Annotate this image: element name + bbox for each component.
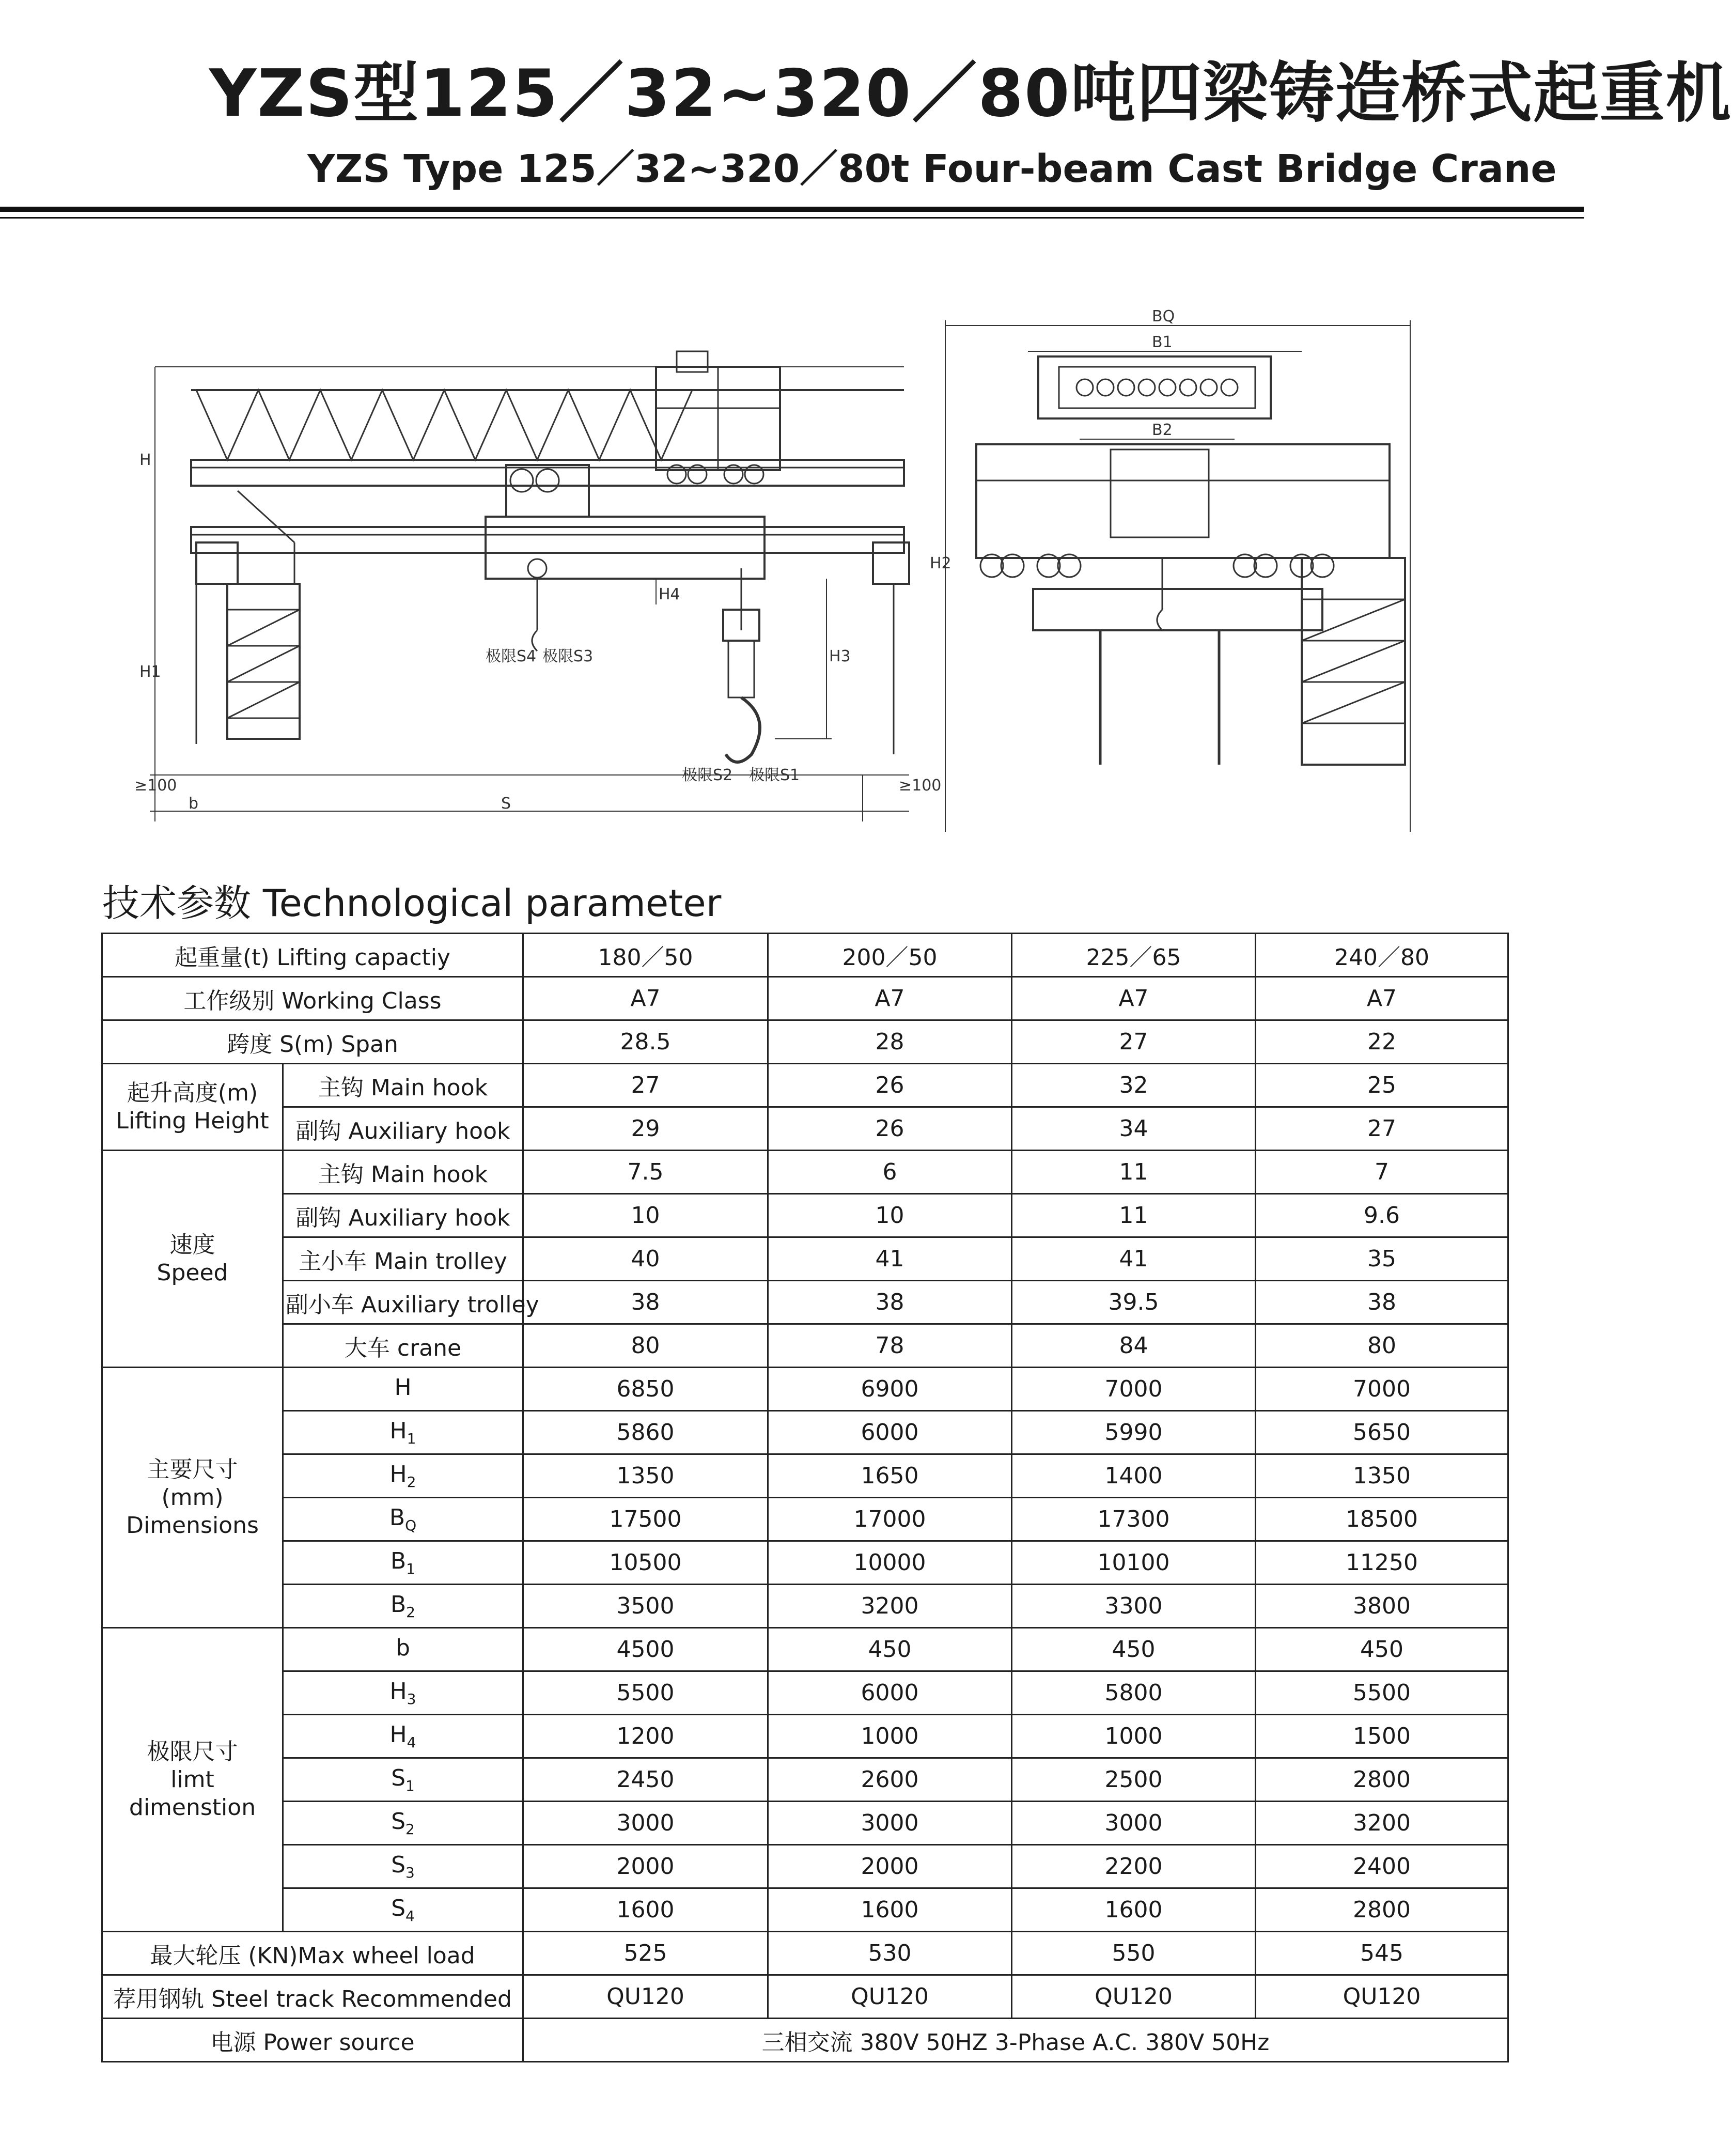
table-cell: 28.5	[523, 1020, 768, 1064]
table-cell: 32	[1012, 1064, 1256, 1107]
table-cell: QU120	[1012, 1975, 1256, 2019]
group-label-limits	[102, 1628, 283, 1932]
table-cell: 550	[1012, 1932, 1256, 1975]
dim-label-limit-s3: 极限	[542, 647, 573, 665]
table-row	[102, 1020, 1508, 1064]
table-cell: 5500	[1256, 1671, 1508, 1715]
table-cell: 1650	[768, 1454, 1012, 1498]
row-label: 主小车 Main trolley	[283, 1237, 523, 1281]
table-cell: 18500	[1256, 1498, 1508, 1541]
group-label-cn: 速度	[169, 1231, 215, 1258]
capacity-cell: 225／65	[1012, 934, 1256, 977]
page-title: YZS型125／32~320／80吨四梁铸造桥式起重机	[209, 55, 1732, 131]
symbol: H	[389, 1418, 407, 1445]
table-cell: 80	[1256, 1324, 1508, 1368]
table-row	[102, 1628, 1508, 1671]
table-cell: 38	[768, 1281, 1012, 1324]
row-label: 副小车 Auxiliary trolley	[283, 1281, 523, 1324]
table-cell: 11	[1012, 1151, 1256, 1194]
table-cell: 3200	[768, 1585, 1012, 1628]
dim-label-ge100-left: ≥100	[134, 777, 177, 795]
symbol-subscript: Q	[405, 1516, 417, 1534]
row-label	[283, 1671, 523, 1715]
table-cell: 2800	[1256, 1758, 1508, 1802]
group-label-en: limt	[170, 1766, 214, 1793]
table-cell: 7.5	[523, 1151, 768, 1194]
symbol: H	[389, 1721, 407, 1748]
table-cell: 1350	[1256, 1454, 1508, 1498]
symbol-subscript: 2	[407, 1473, 416, 1491]
symbol-subscript: 2	[406, 1603, 415, 1621]
row-label: 副钩 Auxiliary hook	[283, 1107, 523, 1151]
table-cell: 4500	[523, 1628, 768, 1671]
table-row	[102, 1715, 1508, 1758]
dim-label-limit-s1: 极限	[749, 766, 780, 784]
row-label	[283, 1411, 523, 1454]
table-cell: 41	[1012, 1237, 1256, 1281]
front-elevation	[134, 351, 941, 821]
group-label-en: Lifting Height	[116, 1107, 269, 1134]
symbol: H	[389, 1461, 407, 1488]
section-title: 技术参数 Technological parameter	[102, 881, 722, 925]
row-label	[283, 1845, 523, 1888]
row-label-working-class: 工作级别 Working Class	[102, 977, 523, 1020]
table-row	[102, 934, 1508, 977]
table-cell: 5860	[523, 1411, 768, 1454]
table-cell: 3800	[1256, 1585, 1508, 1628]
table-cell: 84	[1012, 1324, 1256, 1368]
table-cell: 6000	[768, 1411, 1012, 1454]
table-row	[102, 1194, 1508, 1237]
symbol: H	[389, 1678, 407, 1705]
table-cell: 1600	[1012, 1888, 1256, 1932]
dim-label-h3: H3	[829, 647, 851, 665]
table-cell: 39.5	[1012, 1281, 1256, 1324]
table-row	[102, 1281, 1508, 1324]
table-cell: A7	[1012, 977, 1256, 1020]
header-divider-thin	[0, 217, 1584, 219]
table-cell: 6	[768, 1151, 1012, 1194]
table-cell: 10500	[523, 1541, 768, 1585]
group-label-en: Dimensions	[126, 1512, 259, 1539]
table-cell: 27	[1012, 1020, 1256, 1064]
table-cell: 1000	[1012, 1715, 1256, 1758]
table-cell: 5500	[523, 1671, 768, 1715]
table-cell: 2400	[1256, 1845, 1508, 1888]
dim-label-b: b	[189, 795, 199, 813]
capacity-cell: 240／80	[1256, 934, 1508, 977]
row-label	[283, 1715, 523, 1758]
table-row	[102, 1671, 1508, 1715]
table-row	[102, 1454, 1508, 1498]
symbol-subscript: 3	[407, 1690, 416, 1708]
group-label-unit: (mm)	[161, 1484, 224, 1511]
table-cell: A7	[1256, 977, 1508, 1020]
table-cell: 1400	[1012, 1454, 1256, 1498]
symbol: S	[391, 1895, 406, 1922]
row-label-steel-track: 荐用钢轨 Steel track Recommended	[102, 1975, 523, 2019]
table-cell: 22	[1256, 1020, 1508, 1064]
table-cell: 11	[1012, 1194, 1256, 1237]
table-cell: 3000	[768, 1802, 1012, 1845]
table-cell: 2000	[768, 1845, 1012, 1888]
table-cell: 34	[1012, 1107, 1256, 1151]
table-cell: 28	[768, 1020, 1012, 1064]
table-cell: QU120	[768, 1975, 1012, 2019]
table-cell: 545	[1256, 1932, 1508, 1975]
table-cell: 2200	[1012, 1845, 1256, 1888]
dim-label-b2: B2	[1152, 421, 1173, 439]
symbol: B	[390, 1548, 407, 1575]
group-label-cn: 主要尺寸	[147, 1456, 238, 1483]
table-cell: 5650	[1256, 1411, 1508, 1454]
symbol-subscript: 4	[405, 1907, 415, 1925]
row-label: 大车 crane	[283, 1324, 523, 1368]
row-label	[283, 1888, 523, 1932]
header-divider-thick	[0, 207, 1584, 212]
symbol: S	[391, 1765, 406, 1792]
table-cell: 10100	[1012, 1541, 1256, 1585]
table-cell: 10000	[768, 1541, 1012, 1585]
row-label-power-source: 电源 Power source	[102, 2019, 523, 2062]
table-cell: 1600	[768, 1888, 1012, 1932]
table-cell: 1350	[523, 1454, 768, 1498]
table-cell: 27	[1256, 1107, 1508, 1151]
table-cell: 3000	[523, 1802, 768, 1845]
row-label: 副钩 Auxiliary hook	[283, 1194, 523, 1237]
table-cell: 26	[768, 1107, 1012, 1151]
table-cell: 10	[768, 1194, 1012, 1237]
table-cell: 11250	[1256, 1541, 1508, 1585]
group-label-en: Speed	[157, 1259, 228, 1286]
table-cell: 3000	[1012, 1802, 1256, 1845]
table-cell: 1600	[523, 1888, 768, 1932]
table-cell: QU120	[1256, 1975, 1508, 2019]
table-cell: 6900	[768, 1368, 1012, 1411]
table-row	[102, 1758, 1508, 1802]
symbol-subscript: 3	[405, 1864, 415, 1881]
table-cell: 7000	[1012, 1368, 1256, 1411]
table-row	[102, 1975, 1508, 2019]
table-cell: 3200	[1256, 1802, 1508, 1845]
dim-label-h2: H2	[930, 554, 951, 572]
table-row	[102, 1324, 1508, 1368]
row-label	[283, 1802, 523, 1845]
dim-label-s2: S2	[713, 766, 733, 784]
table-cell: 450	[1012, 1628, 1256, 1671]
table-row	[102, 1541, 1508, 1585]
row-label	[283, 1758, 523, 1802]
table-cell: 9.6	[1256, 1194, 1508, 1237]
symbol-subscript: 2	[405, 1820, 415, 1838]
table-cell: 17300	[1012, 1498, 1256, 1541]
table-cell: 2000	[523, 1845, 768, 1888]
page-subtitle: YZS Type 125／32~320／80t Four-beam Cast Bridge Crane	[307, 147, 1557, 191]
group-label-lifting-height	[102, 1064, 283, 1151]
dim-label-h1: H1	[139, 663, 161, 681]
table-cell: 1500	[1256, 1715, 1508, 1758]
symbol: B	[390, 1591, 407, 1618]
dim-label-bq: BQ	[1152, 307, 1175, 325]
symbol-subscript: 1	[405, 1777, 415, 1794]
dim-label-s4: S4	[517, 647, 537, 665]
table-cell: 7000	[1256, 1368, 1508, 1411]
row-label	[283, 1628, 523, 1671]
table-cell: 450	[1256, 1628, 1508, 1671]
row-label	[283, 1541, 523, 1585]
table-row	[102, 1368, 1508, 1411]
table-row	[102, 1888, 1508, 1932]
dim-label-limit-s2: 极限	[682, 766, 713, 784]
table-cell: 2450	[523, 1758, 768, 1802]
table-cell: A7	[523, 977, 768, 1020]
table-cell: 5990	[1012, 1411, 1256, 1454]
table-row	[102, 1411, 1508, 1454]
row-label	[283, 1585, 523, 1628]
table-cell: 5800	[1012, 1671, 1256, 1715]
table-cell: 41	[768, 1237, 1012, 1281]
table-cell: QU120	[523, 1975, 768, 2019]
table-cell: 6000	[768, 1671, 1012, 1715]
dim-label-h4: H4	[659, 585, 680, 603]
table-cell: 1000	[768, 1715, 1012, 1758]
crane-drawing	[134, 307, 1431, 837]
capacity-cell: 200／50	[768, 934, 1012, 977]
table-cell: 1200	[523, 1715, 768, 1758]
parameter-table	[101, 933, 1509, 2062]
table-row	[102, 1932, 1508, 1975]
row-label	[283, 1368, 523, 1411]
group-label-cn: 起升高度(m)	[127, 1079, 258, 1106]
table-cell: 2800	[1256, 1888, 1508, 1932]
symbol-subscript: 4	[407, 1733, 416, 1751]
row-label-span: 跨度 S(m) Span	[102, 1020, 523, 1064]
group-label-dimensions	[102, 1368, 283, 1628]
table-cell: A7	[768, 977, 1012, 1020]
table-cell: 450	[768, 1628, 1012, 1671]
table-row	[102, 1237, 1508, 1281]
group-label-cn: 极限尺寸	[147, 1738, 238, 1765]
table-cell: 2500	[1012, 1758, 1256, 1802]
table-row	[102, 2019, 1508, 2062]
symbol: b	[396, 1635, 410, 1662]
table-cell: 530	[768, 1932, 1012, 1975]
symbol: H	[394, 1374, 412, 1401]
table-cell: 27	[523, 1064, 768, 1107]
symbol-subscript: 1	[407, 1430, 416, 1447]
group-label-speed	[102, 1151, 283, 1368]
symbol: S	[391, 1808, 406, 1835]
table-cell: 7	[1256, 1151, 1508, 1194]
row-label-capacity: 起重量(t) Lifting capactiy	[102, 934, 523, 977]
table-cell: 17500	[523, 1498, 768, 1541]
dim-label-h: H	[139, 451, 151, 469]
table-row	[102, 1064, 1508, 1107]
row-label	[283, 1498, 523, 1541]
table-row	[102, 1151, 1508, 1194]
table-cell: 525	[523, 1932, 768, 1975]
table-row	[102, 1585, 1508, 1628]
dim-label-s1: S1	[780, 766, 800, 784]
table-cell: 35	[1256, 1237, 1508, 1281]
dim-label-b1: B1	[1152, 333, 1173, 351]
table-row	[102, 1802, 1508, 1845]
table-cell: 26	[768, 1064, 1012, 1107]
row-label: 主钩 Main hook	[283, 1151, 523, 1194]
dim-label-ge100-right: ≥100	[899, 777, 942, 795]
dim-label-s: S	[501, 795, 511, 813]
table-cell: 38	[523, 1281, 768, 1324]
table-cell: 40	[523, 1237, 768, 1281]
table-cell: 17000	[768, 1498, 1012, 1541]
table-row	[102, 1845, 1508, 1888]
table-cell: 29	[523, 1107, 768, 1151]
table-cell: 38	[1256, 1281, 1508, 1324]
row-label	[283, 1454, 523, 1498]
symbol-subscript: 1	[406, 1560, 415, 1577]
side-elevation	[930, 307, 1410, 832]
table-cell: 80	[523, 1324, 768, 1368]
table-cell: 78	[768, 1324, 1012, 1368]
table-cell: 3500	[523, 1585, 768, 1628]
dim-label-limit-s4: 极限	[486, 647, 517, 665]
capacity-cell: 180／50	[523, 934, 768, 977]
dim-label-s3: S3	[573, 647, 594, 665]
table-row	[102, 977, 1508, 1020]
row-label: 主钩 Main hook	[283, 1064, 523, 1107]
table-row	[102, 1107, 1508, 1151]
symbol: S	[391, 1852, 406, 1879]
table-cell: 2600	[768, 1758, 1012, 1802]
table-cell: 25	[1256, 1064, 1508, 1107]
row-label-wheel-load: 最大轮压 (KN)Max wheel load	[102, 1932, 523, 1975]
symbol: B	[389, 1504, 405, 1531]
table-cell: 3300	[1012, 1585, 1256, 1628]
power-source-value: 三相交流 380V 50HZ 3-Phase A.C. 380V 50Hz	[523, 2019, 1508, 2062]
table-row	[102, 1498, 1508, 1541]
group-label-en: dimenstion	[129, 1794, 256, 1821]
table-cell: 6850	[523, 1368, 768, 1411]
table-cell: 10	[523, 1194, 768, 1237]
